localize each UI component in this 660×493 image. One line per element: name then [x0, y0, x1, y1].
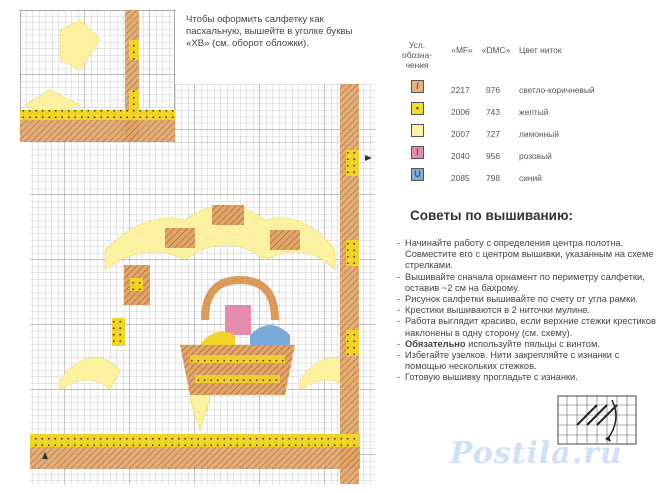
thread-legend: [393, 38, 631, 188]
tip-item: [397, 238, 659, 272]
tip-item: [397, 372, 659, 383]
legend-row: [393, 78, 631, 100]
legend-symbol: /: [416, 81, 419, 91]
legend-dmc: 976: [486, 85, 500, 95]
tip-text: используйте пяльцы с винтом.: [465, 338, 600, 349]
legend-mf: 2006: [451, 107, 470, 117]
legend-dmc: 727: [486, 129, 500, 139]
legend-header: [393, 38, 631, 78]
legend-symbol: I: [416, 147, 419, 157]
legend-color-name: светло-коричневый: [519, 85, 595, 95]
legend-swatch: [411, 146, 424, 159]
legend-color-name: синий: [519, 173, 542, 183]
legend-row: [393, 122, 631, 144]
legend-header-dmc: «DMC»: [481, 45, 511, 55]
tip-item: [397, 316, 659, 338]
tip-item: [397, 350, 659, 372]
legend-swatch: [411, 102, 424, 115]
corner-inset-chart: [20, 10, 175, 142]
legend-color-name: желтый: [519, 107, 549, 117]
legend-color-name: лимонный: [519, 129, 559, 139]
legend-row: [393, 144, 631, 166]
legend-header-color: Цвет ниток: [519, 45, 562, 55]
legend-swatch: [411, 168, 424, 181]
legend-row: [393, 100, 631, 122]
tip-text: Работа выглядит красиво, если верхние стежки крестиков наклонены в одну сторону (см. схему).: [405, 316, 656, 338]
tip-text: Рисунок салфетки вышивайте по счету от угла рамки.: [405, 294, 638, 305]
tips-list: [397, 238, 659, 384]
tip-text: Избегайте узелков. Нити закрепляйте с изнанки с помощью нескольких стежков.: [405, 350, 620, 372]
tip-text: Крестики вышиваются в 2 ниточки мулине.: [405, 305, 591, 316]
tip-item: [397, 272, 659, 294]
legend-color-name: розовый: [519, 151, 552, 161]
legend-row: [393, 166, 631, 188]
tip-bold: Обязательно: [405, 338, 466, 349]
tip-text: Вышивайте сначала орнамент по периметру салфетки, оставив ~2 см на бахрому.: [405, 271, 645, 293]
legend-swatch: [411, 124, 424, 137]
legend-dmc: 956: [486, 151, 500, 161]
tip-item: [397, 339, 659, 350]
legend-symbol: •: [415, 103, 420, 113]
tip-item: [397, 305, 659, 316]
legend-dmc: 798: [486, 173, 500, 183]
legend-mf: 2040: [451, 151, 470, 161]
legend-header-symbol: Усл. обозна- чения: [402, 40, 432, 70]
legend-header-mf: «MF»: [451, 45, 473, 55]
tip-text: Готовую вышивку прогладьте с изнанки.: [405, 372, 578, 383]
easter-note: Чтобы оформить салфетку как пасхальную, вышейте в уголке буквы «ХВ» (см. оборот обложки).: [186, 14, 353, 49]
legend-dmc: 743: [486, 107, 500, 117]
legend-mf: 2085: [451, 173, 470, 183]
legend-swatch: [411, 80, 424, 93]
tip-text: Начинайте работу с определения центра полотна. Совместите его с центром вышивки, указанным на схеме стрелками.: [405, 238, 654, 271]
legend-symbol: U: [414, 169, 421, 179]
legend-mf: 2217: [451, 85, 470, 95]
tips-title: Советы по вышиванию:: [410, 208, 573, 223]
legend-symbol: [412, 125, 423, 136]
legend-mf: 2007: [451, 129, 470, 139]
watermark: Postila.ru: [450, 436, 623, 471]
tip-item: [397, 294, 659, 305]
